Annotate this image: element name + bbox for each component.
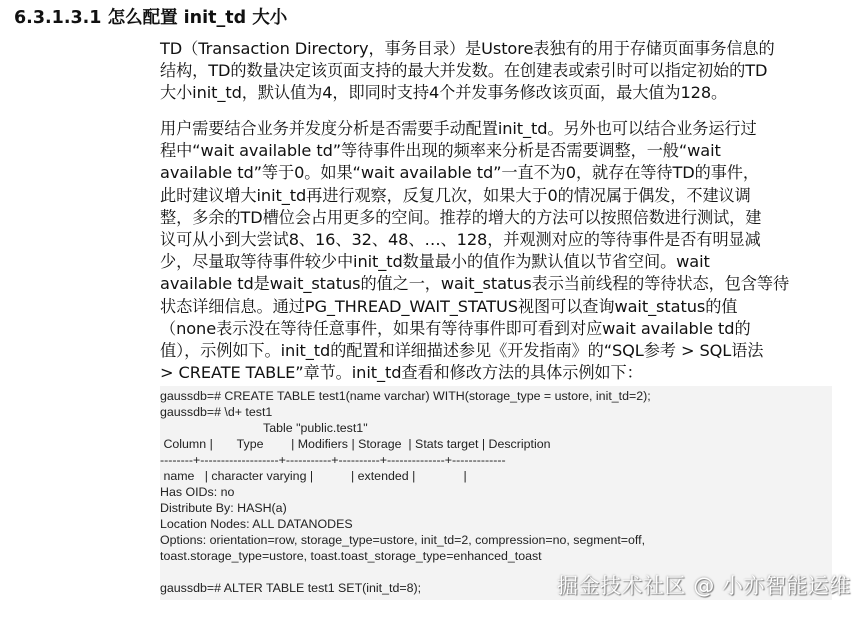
code-block — [160, 386, 832, 600]
code-line: gaussdb=# CREATE TABLE test1(name varchar) WITH(storage_type = ustore, init_td=2); — [160, 389, 651, 403]
code-line: Options: orientation=row, storage_type=ustore, init_td=2, compression=no, segment=off, — [160, 533, 646, 547]
paragraph-td-definition — [160, 38, 850, 105]
paragraph-line: 少，尽量取等待事件较少中init_td数量最小的值作为默认值以节省空间。wait — [160, 252, 710, 272]
section-heading: 6.3.1.3.1 怎么配置 init_td 大小 — [14, 8, 288, 28]
paragraph-line: 整，多余的TD槽位会占用更多的空间。推荐的增大的方法可以按照倍数进行测试，建 — [160, 207, 762, 227]
code-line: gaussdb=# ALTER TABLE test1 SET(init_td=8); — [160, 581, 422, 595]
paragraph-line: 程中“wait available td”等待事件出现的频率来分析是否需要调整，一般“wait — [160, 141, 721, 161]
paragraph-line: 大小init_td，默认值为4，即同时支持4个并发事务修改该页面，最大值为128。 — [160, 83, 728, 103]
paragraph-line: 值），示例如下。init_td的配置和详细描述参见《开发指南》的“SQL参考 > SQL语法 — [160, 340, 764, 360]
code-line: Distribute By: HASH(a) — [160, 501, 287, 515]
code-line: --------+-------------------+-----------+----------+--------------+------------- — [160, 453, 506, 467]
paragraph-line: available td”等于0。如果“wait available td”一直不为0，就存在等待TD的事件， — [160, 163, 759, 183]
code-line: gaussdb=# \d+ test1 — [160, 405, 273, 419]
paragraph-line: TD（Transaction Directory，事务目录）是Ustore表独有的用于存储页面事务信息的 — [160, 39, 775, 58]
paragraph-line: 议可从小到大尝试8、16、32、48、…、128，并观测对应的等待事件是否有明显减 — [160, 229, 761, 249]
code-line: Location Nodes: ALL DATANODES — [160, 517, 353, 531]
paragraph-line: available td是wait_status的值之一，wait_status表示当前线程的等待状态，包含等待 — [160, 274, 790, 294]
watermark: 掘金技术社区 @ 小亦智能运维 — [557, 574, 851, 598]
paragraph-line: > CREATE TABLE”章节。init_td查看和修改方法的具体示例如下： — [160, 363, 643, 383]
code-line: Table "public.test1" — [160, 421, 368, 435]
code-line: name | character varying | | extended | | — [160, 469, 467, 483]
code-line: Has OIDs: no — [160, 485, 235, 499]
paragraph-init-td-tuning — [160, 118, 850, 384]
paragraph-line: 结构，TD的数量决定该页面支持的最大并发数。在创建表或索引时可以指定初始的TD — [160, 61, 768, 81]
paragraph-line: 用户需要结合业务并发度分析是否需要手动配置init_td。另外也可以结合业务运行过 — [160, 119, 757, 138]
paragraph-line: 状态详细信息。通过PG_THREAD_WAIT_STATUS视图可以查询wait_status的值 — [160, 296, 738, 316]
code-line: Column | Type | Modifiers | Storage | Stats target | Description — [160, 437, 551, 451]
paragraph-line: （none表示没在等待任意事件，如果有等待事件即可看到对应wait available td的 — [160, 318, 751, 338]
paragraph-line: 此时建议增大init_td再进行观察，反复几次，如果大于0的情况属于偶发，不建议调 — [160, 185, 751, 205]
code-line: toast.storage_type=ustore, toast.toast_storage_type=enhanced_toast — [160, 549, 542, 563]
